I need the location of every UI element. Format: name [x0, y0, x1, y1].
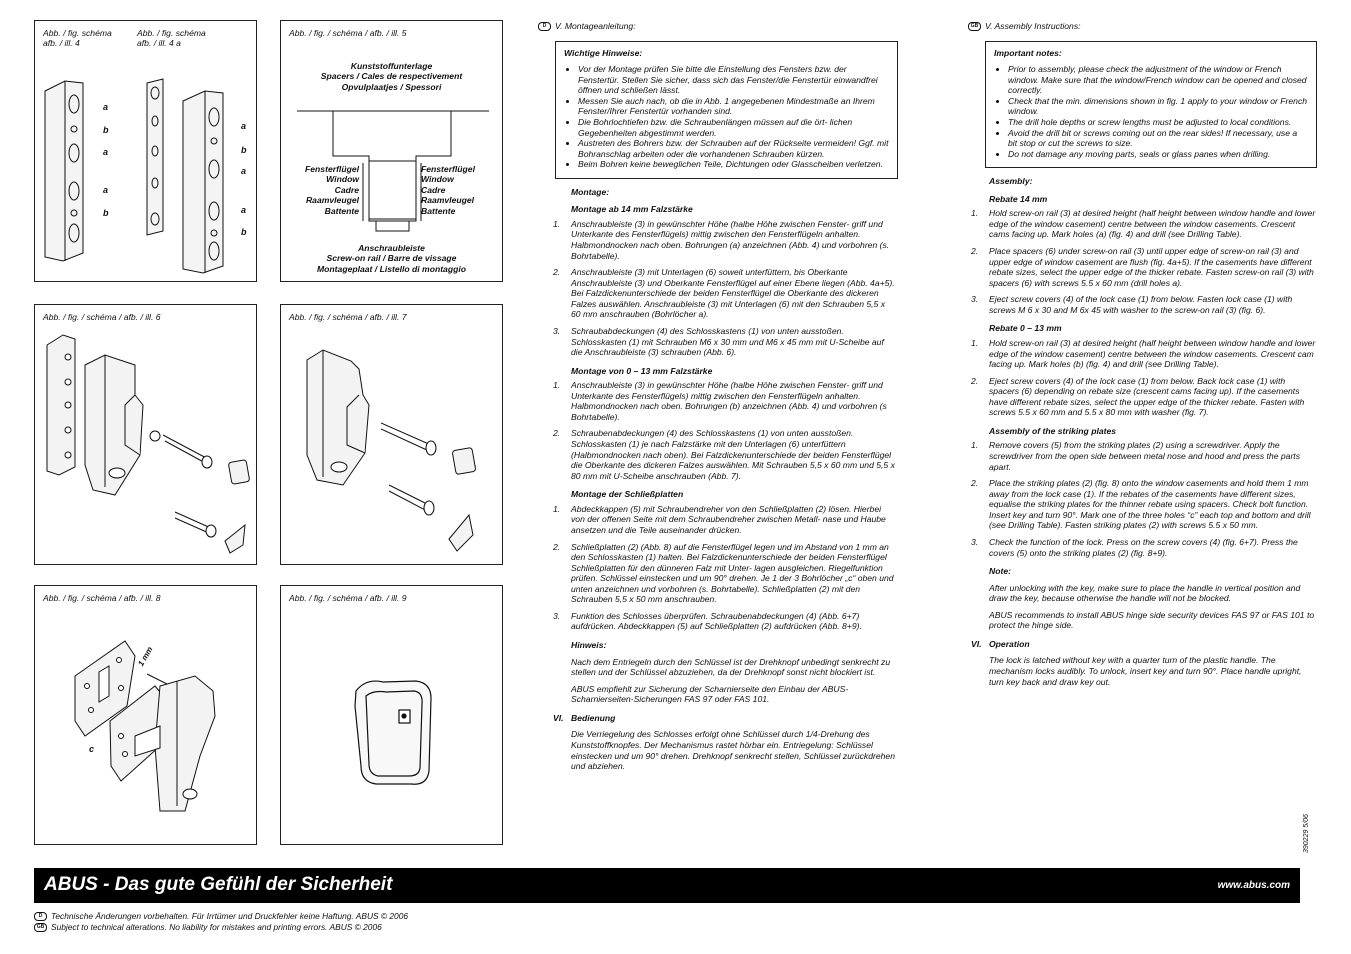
- de-steps1: [553, 219, 896, 358]
- list-item: • The drill hole depths or screw lengths must be adjusted to local conditions.: [1008, 117, 1308, 128]
- fig4-label-b1: b: [103, 125, 109, 135]
- de-flag-icon: D: [34, 912, 47, 921]
- list-item: 1. Remove covers (5) from the striking plates (2) using a screwdriver. Apply the screwdriver from the open side between metal nose and hood and press the parts apart.: [971, 440, 1300, 472]
- list-item: • Avoid the drill bit or screws coming out on the rear sides! If necessary, use a bit stop or cut the screws to size.: [1008, 128, 1308, 149]
- list-item: 2. Schraubenabdeckungen (4) des Schlosskastens (1) von unten ausstoßen. Schlosskasten (1) je nach Falzstärke mit den Unterlagen (6) unterfüttern (Halbmondnocken nach oben). Bei Falzdickenunterschiede der beiden Fensterflügel die Oberkante des dickeren Falzes auswählen. Mit Schrauben 5,5 x 60 mm und 5,5 x 80 mm mit U-Scheibe anschrauben (Abb. 7).: [553, 428, 895, 481]
- fig8-mm-label: 1 mm: [136, 645, 155, 668]
- de-operation-title: VI. Bedienung: [553, 712, 616, 723]
- fig6-drawing: [35, 305, 256, 564]
- list-item: 2. Anschraubleiste (3) mit Unterlagen (6) soweit unterfüttern, bis Oberkante Anschraubleiste (3) und Oberkante Fensterflügel auf einer Ebene liegen (Abb. 4a+5). Bei Falzdickenunterschiede der beiden Fensterflügel die Oberkante des dickeren Falzes auswählen. Anschraubleiste (3) mit Unterlagen (6) mit den Schrauben 5,5 x 60 mm anschrauben (Bohrlöcher a).: [553, 267, 895, 320]
- list-item: 3. Funktion des Schlosses überprüfen. Schraubenabdeckungen (4) (Abb. 6+7) aufdrücken. Abdeckkappen (5) auf Schließplatten (2) aufdrücken (Abb. 8+9).: [553, 610, 862, 632]
- en-notes-list: [994, 64, 1308, 159]
- fig9-caption: Abb. / fig. / schéma / afb. / ill. 9: [289, 593, 407, 603]
- en-sub1: Rebate 14 mm: [989, 193, 1048, 204]
- list-item: 1. Hold screw-on rail (3) at desired height (half height between window handle and lower edge of the window casement) centre between the window casements. Crescent cam facing up. Mark holes (b) (fig. 4) and drill (see Drilling Table).: [971, 337, 1316, 370]
- list-item: 3. Check the function of the lock. Press on the screw covers (4) (fig. 6+7). Press the covers (5) onto the striking plates (2) (fig. 8+9).: [971, 536, 1298, 558]
- fig8-c-label: c: [89, 744, 95, 754]
- list-item: 1. Abdeckkappen (5) mit Schraubendreher von den Schließplatten (2) lösen. Hierbei von der offenen Seite mit dem Schraubendreher zwischen Metall- nase und Haube ansetzen und die Teile auseinander drücken.: [553, 503, 886, 535]
- en-sub3: Assembly of the striking plates: [989, 425, 1117, 436]
- list-item: 2. Place spacers (6) under screw-on rail (3) until upper edge of screw-on rail (3) and upper edge of window casement are flush (fig. 4a+5). If the casements have different rebate sizes, select the upper edge of the thicker rebate. Fasten screw-on rail (3) with spacers (6) with screws 5.5 x 60 mm (drill holes a).: [971, 246, 1314, 288]
- fig4-drawing: [35, 21, 256, 281]
- footer-gb: GB Subject to technical alterations. No liability for mistakes and printing errors. ABUS © 2006: [34, 922, 382, 932]
- de-operation-text: Die Verriegelung des Schlosses erfolgt ohne Schlüssel durch 1/4-Drehung des Kunststoffknopfes. Der Mechanismus rastet hörbar ein. Entriegelung: Schlüssel einstecken und um 90° drehen. Drehknopf senkrecht stellen, Schlüssel zurückdrehen und abziehen.: [571, 729, 895, 772]
- en-note2: ABUS recommends to install ABUS hinge side security devices FAS 97 or FAS 101 to protect the hinge side.: [989, 609, 1315, 631]
- fig4-label-a1: a: [103, 102, 109, 112]
- figure-8-panel: [34, 585, 257, 845]
- fig4-caption: Abb. / fig. schéma afb. / ill. 4: [43, 28, 112, 48]
- german-column: [540, 21, 896, 772]
- figure-9-panel: [280, 585, 503, 845]
- list-item: • Beim Bohren keine beweglichen Teile, Dichtungen oder Glasscheiben verletzen.: [578, 159, 889, 170]
- fig5-caption: Abb. / fig. / schéma / afb. / ill. 5: [289, 28, 407, 38]
- list-item: 2. Place the striking plates (2) (fig. 8) onto the window casements and hold them 1 mm away from the lock case (1). If the rebates of the casements have different sizes, equalise the striking plates for the thinner rebate using spacers. Check bolt function. Insert key and turn 90°. Mark one of the three holes “c” each top and bottom and drill (see Drilling Table). Fasten striking plates (2) with screws 5.5 x 50 mm.: [971, 478, 1311, 531]
- fig4a-label-a2: a: [241, 166, 247, 176]
- en-steps3: [971, 440, 1316, 558]
- fig6-caption: Abb. / fig. / schéma / afb. / ill. 6: [43, 312, 161, 322]
- fig8-caption: Abb. / fig. / schéma / afb. / ill. 8: [43, 593, 161, 603]
- brand-banner: [34, 868, 1300, 903]
- fig4a-label-a1: a: [241, 121, 247, 131]
- fig4a-label-b1: b: [241, 145, 247, 155]
- de-hint-title: Hinweis:: [571, 640, 607, 650]
- de-notes-list: [564, 64, 889, 170]
- fig4a-label-a3: a: [241, 205, 247, 215]
- de-steps2: [553, 380, 896, 481]
- de-sub3: Montage der Schließplatten: [571, 489, 684, 500]
- fig5-diagram: [281, 21, 502, 281]
- fig8-drawing: [35, 586, 256, 844]
- en-operation-text: The lock is latched without key with a quarter turn of the plastic handle. The mechanism locks audibly. To unlock, insert key and turn 90°. Place handle upright, turn key back and draw key out.: [989, 655, 1302, 687]
- list-item: • Messen Sie auch nach, ob die in Abb. 1 angegebenen Mindestmaße an Ihrem Fenster/Ihrer Fenstertür vorhanden sind.: [578, 96, 889, 117]
- en-steps1: [971, 208, 1316, 315]
- en-operation-title: VI. Operation: [971, 638, 1030, 649]
- de-flag-icon: D: [538, 22, 551, 31]
- de-steps3: [553, 504, 896, 632]
- fig4a-caption: Abb. / fig. schéma afb. / ill. 4 a: [137, 28, 206, 48]
- en-assembly-title: Assembly:: [989, 176, 1033, 187]
- en-notes-box: [985, 41, 1317, 169]
- figure-6-panel: [34, 304, 257, 565]
- fig4-label-b2: b: [103, 208, 109, 218]
- banner-title: ABUS - Das gute Gefühl der Sicherheit: [44, 874, 393, 895]
- fig5-left-label: Fensterflügel Window Cadre Raamvleugel Battente: [305, 164, 359, 216]
- list-item: • Check that the min. dimensions shown in fig. 1 apply to your window or French window.: [1008, 96, 1308, 117]
- en-note-title: Note:: [989, 566, 1011, 577]
- en-heading: GB V. Assembly Instructions:: [968, 21, 1316, 32]
- fig5-title: Kunststoffunterlage Spacers / Cales de respectivement Opvulplaatjes / Spessori: [320, 61, 463, 92]
- website-link[interactable]: www.abus.com: [1217, 880, 1290, 891]
- list-item: • Austreten des Bohrers bzw. der Schrauben auf der Rückseite vermeiden! Ggf. mit Bohranschlag arbeiten oder die vorhandenen Schrauben kürzen.: [578, 138, 889, 159]
- figure-7-panel: [280, 304, 503, 565]
- list-item: • Die Bohrlochtiefen bzw. die Schraubenlängen müssen auf die ört- lichen Gegebenheiten abgestimmt werden.: [578, 117, 889, 138]
- en-note1: After unlocking with the key, make sure to place the handle in vertical position and draw the key, because otherwise the handle will not be blocked.: [989, 582, 1301, 604]
- de-heading: D V. Montageanleitung:: [538, 21, 896, 32]
- list-item: 1. Anschraubleiste (3) in gewünschter Höhe (halbe Höhe zwischen Fenster- griff und Unterkante des Fensterflügels) mittig zwischen den Fensterflügeln anhalten. Halbmondnocken nach oben. Bohrungen (a) anzeichnen (Abb. 4) und vorbohren (s. Bohrtabelle).: [553, 218, 890, 261]
- list-item: 1. Hold screw-on rail (3) at desired height (half height between window handle and lower edge of the window casement) centre between the window casements. Crescent cams facing up. Mark holes (a) (fig. 4) and drill (see Drilling Table).: [971, 208, 1316, 240]
- fig5-right-label: Fensterflügel Window Cadre Raamvleugel Battente: [421, 164, 475, 216]
- list-item: • Prior to assembly, please check the adjustment of the window or French window. Make sure that the window/French window can be opened and closed correctly.: [1008, 64, 1308, 96]
- list-item: 2. Schließplatten (2) (Abb. 8) auf die Fensterflügel legen und im Abstand von 1 mm an den Schlosskasten (1) halten. Bei Falzdickenunterschiede der beiden Fensterflügel Schließplatten für den dünneren Falz mit Unter- lagen ausgleichen. Riegelfunktion prüfen. Schlüssel einstecken und um 90° drehen. Je 1 der 3 Bohrlöcher „c“ oben und unten anzeichnen und vorbohren (s. Bohrtabelle). Schließplatten (2) mit den Schrauben 5,5 x 50 mm anschrauben.: [553, 541, 894, 605]
- list-item: • Do not damage any moving parts, seals or glass panes when drilling.: [1008, 149, 1308, 160]
- footer-de: D Technische Änderungen vorbehalten. Für Irrtümer und Druckfehler keine Haftung. ABUS © 2006: [34, 911, 408, 921]
- en-notes-title: Important notes:: [994, 47, 1062, 58]
- list-item: 3. Schraubabdeckungen (4) des Schlosskastens (1) von unten ausstoßen. Schlosskasten (1) mit Schrauben M6 x 30 mm und M6 x 45 mm mit U-Scheibe auf die Anschraubleiste (3) schrauben (Abb. 6).: [553, 325, 884, 358]
- list-item: 1. Anschraubleiste (3) in gewünschter Höhe (halbe Höhe zwischen Fenster- griff und Unterkante des Fensterflügels) mittig zwischen den Fensterflügeln anhalten. Halbmondnocken nach oben. Bohrungen (b) anzeichnen (Abb. 4) und vorbohren (s Bohrtabelle).: [553, 380, 887, 422]
- de-hint1: Nach dem Entriegeln durch den Schlüssel ist der Drehknopf unbedingt senkrecht zu stellen und der Schlüssel abzuziehen, da der Drehknopf sonst nicht blockiert ist.: [571, 656, 891, 678]
- en-steps2: [971, 338, 1316, 418]
- fig7-drawing: [281, 305, 502, 564]
- fig7-caption: Abb. / fig. / schéma / afb. / ill. 7: [289, 312, 407, 322]
- de-montage-title: Montage:: [571, 186, 610, 197]
- figure-5-panel: [280, 20, 503, 282]
- fig4a-label-b2: b: [241, 227, 247, 237]
- de-sub1: Montage ab 14 mm Falzstärke: [571, 204, 693, 215]
- figure-4-panel: [34, 20, 257, 282]
- de-notes-box: [555, 41, 898, 179]
- fig4-label-a2: a: [103, 147, 109, 157]
- gb-flag-icon: GB: [34, 923, 47, 932]
- english-column: [970, 21, 1316, 687]
- list-item: • Vor der Montage prüfen Sie bitte die Einstellung des Fensters bzw. der Fenstertür. Stellen Sie sicher, dass sich das Fenster/die Fenstertür einwandfrei öffnen und schließen lässt.: [578, 64, 889, 96]
- gb-flag-icon: GB: [968, 22, 981, 31]
- de-notes-title: Wichtige Hinweise:: [564, 47, 643, 58]
- fig9-drawing: [281, 586, 502, 844]
- list-item: 2. Eject screw covers (4) of the lock case (1) from below. Back lock case (1) with spacers (6) depending on rebate size (crescent cams facing up). If the casements have different rebate sizes, select the upper edge of the thicker rebate. Fasten with screws 5.5 x 60 mm and 5.5 x 80 mm with washer (fig. 7).: [971, 375, 1305, 418]
- de-hint2: ABUS empfiehlt zur Sicherung der Scharnierseite den Einbau der ABUS-Scharnierseiten-Sicherungen FAS 97 oder FAS 101.: [571, 683, 849, 705]
- en-sub2: Rebate 0 – 13 mm: [989, 323, 1062, 334]
- fig4-label-a3: a: [103, 185, 109, 195]
- fig5-bottom-label: Anschraubleiste Screw-on rail / Barre de vissage Montageplaat / Listello di montaggio: [317, 243, 466, 274]
- list-item: 3. Eject screw covers (4) of the lock case (1) from below. Fasten lock case (1) with screws M 6 x 30 and M 6x 45 with washer to the screw-on rail (3) (fig. 6).: [971, 294, 1293, 315]
- de-sub2: Montage von 0 – 13 mm Falzstärke: [571, 365, 713, 376]
- document-code: 390229 5/06: [1303, 814, 1310, 853]
